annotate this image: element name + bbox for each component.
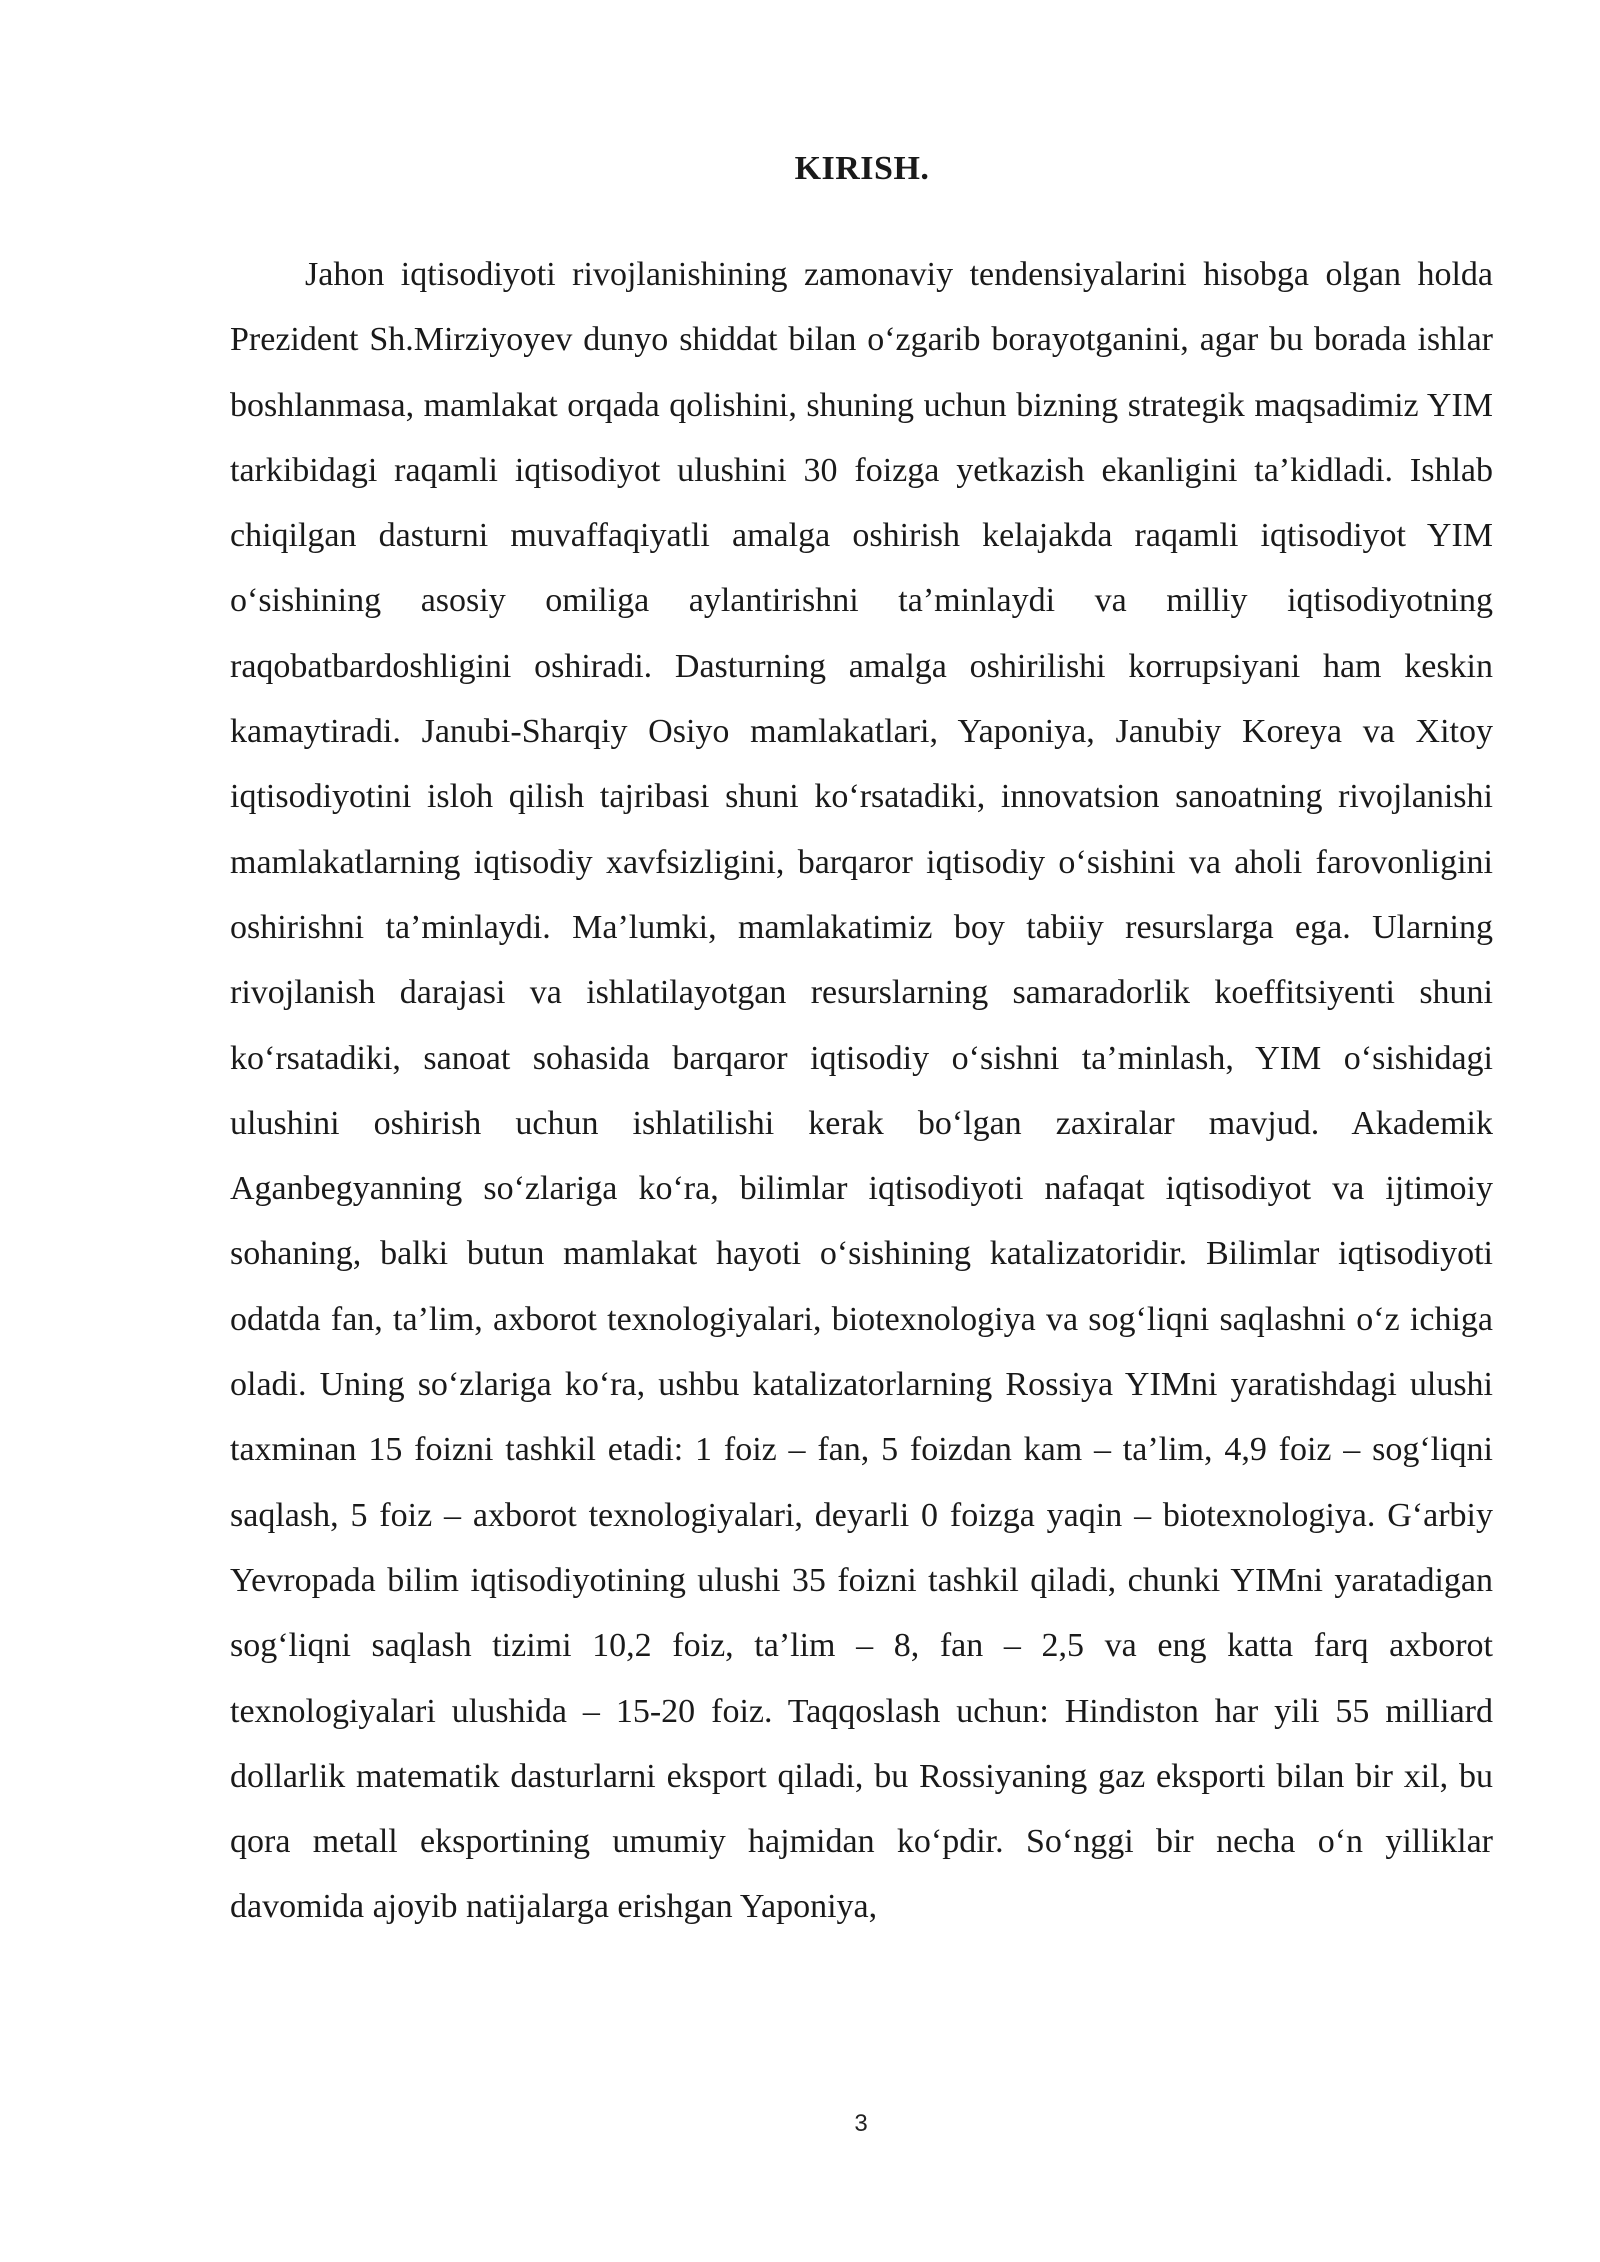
- body-paragraph: Jahon iqtisodiyoti rivojlanishining zamonaviy tendensiyalarini hisobga olgan holda Prezident Sh.Mirziyoyev dunyo shiddat bilan o‘zgarib borayotganini, agar bu borada ishlar boshlanmasa, mamlakat orqada qolishini, shuning uchun bizning strategik maqsadimiz YIM tarkibidagi raqamli iqtisodiyot ulushini 30 foizga yetkazish ekanligini ta’kidladi. Ishlab chiqilgan dasturni muvaffaqiyatli amalga oshirish kelajakda raqamli iqtisodiyot YIM o‘sishining asosiy omiliga aylantirishni ta’minlaydi va milliy iqtisodiyotning raqobatbardoshligini oshiradi. Dasturning amalga oshirilishi korrupsiyani ham keskin kamaytiradi. Janubi-Sharqiy Osiyo mamlakatlari, Yaponiya, Janubiy Koreya va Xitoy iqtisodiyotini isloh qilish tajribasi shuni ko‘rsatadiki, innovatsion sanoatning rivojlanishi mamlakatlarning iqtisodiy xavfsizligini, barqaror iqtisodiy o‘sishini va aholi farovonligini oshirishni ta’minlaydi. Ma’lumki, mamlakatimiz boy tabiiy resurslarga ega. Ularning rivojlanish darajasi va ishlatilayotgan resurslarning samaradorlik koeffitsiyenti shuni ko‘rsatadiki, sanoat sohasida barqaror iqtisodiy o‘sishni ta’minlash, YIM o‘sishidagi ulushini oshirish uchun ishlatilishi kerak bo‘lgan zaxiralar mavjud. Akademik Aganbegyanning so‘zlariga ko‘ra, bilimlar iqtisodiyoti nafaqat iqtisodiyot va ijtimoiy sohaning, balki butun mamlakat hayoti o‘sishining katalizatoridir. Bilimlar iqtisodiyoti odatda fan, ta’lim, axborot texnologiyalari, biotexnologiya va sog‘liqni saqlashni o‘z ichiga oladi. Uning so‘zlariga ko‘ra, ushbu katalizatorlarning Rossiya YIMni yaratishdagi ulushi taxminan 15 foizni tashkil etadi: 1 foiz – fan, 5 foizdan kam – ta’lim, 4,9 foiz – sog‘liqni saqlash, 5 foiz – axborot texnologiyalari, deyarli 0 foizga yaqin – biotexnologiya. G‘arbiy Yevropada bilim iqtisodiyotining ulushi 35 foizni tashkil qiladi, chunki YIMni yaratadigan sog‘liqni saqlash tizimi 10,2 foiz, ta’lim – 8, fan – 2,5 va eng katta farq axborot texnologiyalari ulushida – 15-20 foiz. Taqqoslash uchun: Hindiston har yili 55 milliard dollarlik matematik dasturlarni eksport qiladi, bu Rossiyaning gaz eksporti bilan bir xil, bu qora metall eksportining umumiy hajmidan ko‘pdir. So‘nggi bir necha o‘n yilliklar davomida ajoyib natijalarga erishgan Yaponiya,: [230, 256, 1493, 1926]
- section-heading: KIRISH.: [794, 150, 930, 187]
- page-number: 3: [854, 2110, 868, 2137]
- body-text-column: [230, 242, 1493, 1940]
